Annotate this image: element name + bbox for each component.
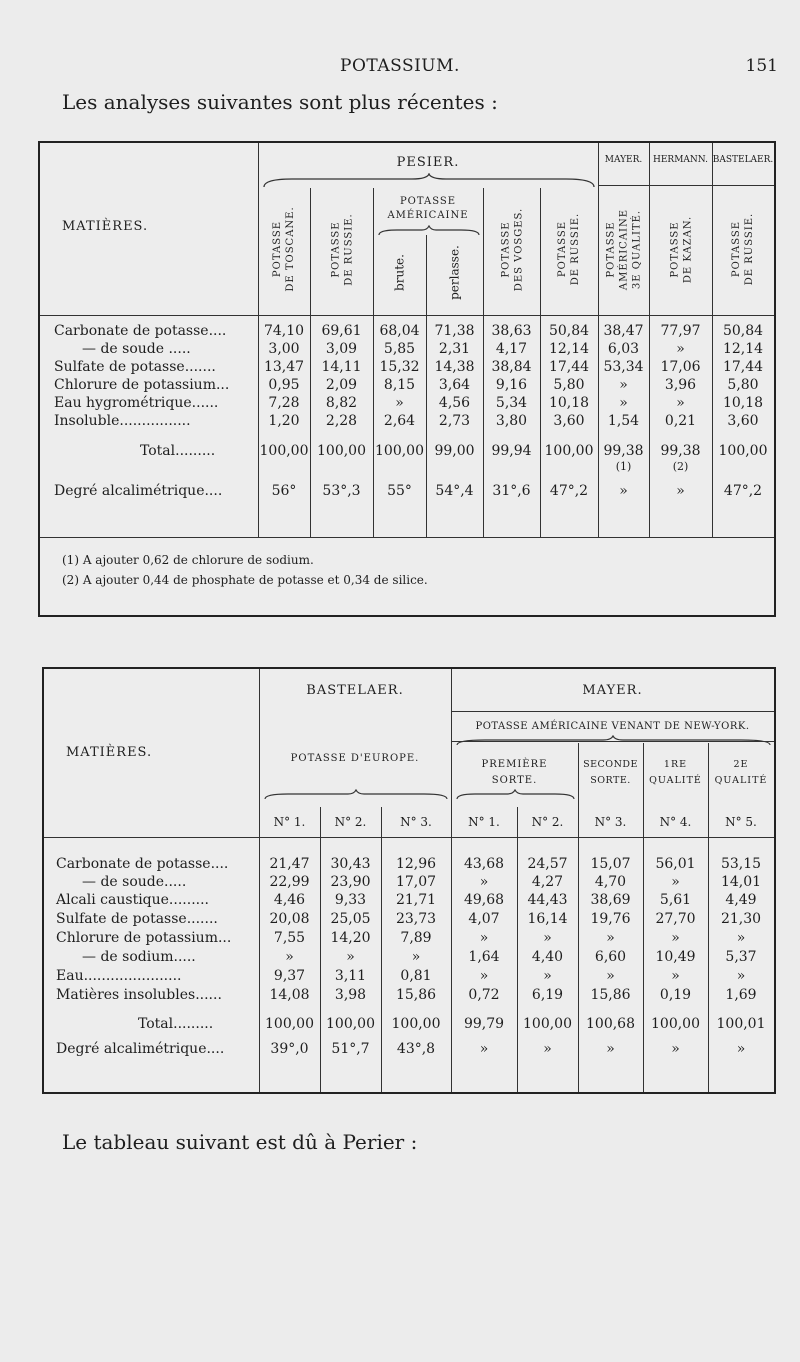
cell: 3,11 [334, 968, 367, 984]
cell: » [676, 483, 685, 499]
cell: 100,00 [326, 1016, 375, 1032]
column-header-7: POTASSE AMÉRICAINE 3E QUALITÉ. [605, 208, 642, 290]
cell: 0,72 [468, 987, 500, 1003]
row-label: Sulfate de potasse....... [56, 911, 218, 927]
cell: 6,19 [531, 987, 564, 1003]
cell: 5,37 [725, 949, 757, 965]
cell: 74,10 [263, 323, 305, 339]
cell: 5,85 [383, 341, 416, 357]
page-number: 151 [745, 56, 778, 76]
column-header-3: N° 3. [400, 815, 432, 829]
cell: 47°,2 [549, 483, 589, 499]
cell: 2,64 [383, 413, 416, 429]
cell: 21,71 [395, 892, 437, 908]
premiere-brace [455, 789, 576, 801]
cell: 9,16 [495, 377, 528, 393]
cell: 7,55 [273, 930, 306, 946]
cell: 10,49 [655, 949, 696, 965]
group-bastelaer: BASTELAER. [306, 683, 404, 698]
cell: 100,68 [586, 1016, 635, 1032]
subgroup-europe: POTASSE D'EUROPE. [290, 753, 420, 764]
cell: 15,86 [395, 987, 437, 1003]
cell: 69,61 [321, 323, 362, 339]
cell: 53°,3 [322, 483, 361, 499]
cell: 3,09 [325, 341, 358, 357]
cell: 100,00 [718, 443, 768, 459]
cell: 2,31 [438, 341, 471, 357]
cell: » [736, 968, 746, 984]
group-pesier: PESIER. [396, 155, 460, 170]
cell: » [671, 874, 680, 890]
outro-text: Le tableau suivant est dû à Perier : [62, 1130, 418, 1154]
column-header-7: N° 4. [659, 815, 692, 829]
cell: 31°,6 [492, 483, 531, 499]
column-header-4: perlasse. [447, 244, 461, 300]
column-header-9: POTASSE DE RUSSIE. [731, 212, 755, 286]
cell: 12,96 [395, 856, 437, 872]
cell: 3,96 [664, 377, 697, 393]
cell: 0,19 [659, 987, 692, 1003]
cell: 9,37 [273, 968, 306, 984]
cell: 24,57 [527, 856, 568, 872]
cell: 3,00 [268, 341, 300, 357]
cell: 4,46 [273, 892, 306, 908]
column-header-6: POTASSE DE RUSSIE. [557, 212, 581, 286]
cell: 53,34 [603, 359, 644, 375]
cell: 15,32 [379, 359, 420, 375]
cell: » [543, 930, 552, 946]
cell: 10,18 [722, 395, 764, 411]
americaine-brace [377, 225, 481, 237]
row-label: Carbonate de potasse.... [56, 856, 229, 872]
subgroup-1re-qualite: 1RE QUALITÉ [649, 759, 702, 786]
group-bastelaer: BASTELAER. [712, 155, 774, 165]
cell: » [543, 968, 552, 984]
cell: 43°,8 [396, 1041, 436, 1057]
cell: 44,43 [527, 892, 568, 908]
cell: » [671, 968, 680, 984]
footnote-1: (1) A ajouter 0,62 de chlorure de sodium. [62, 553, 314, 567]
cell: » [479, 968, 489, 984]
cell: 50,84 [548, 323, 590, 339]
cell: 100,00 [523, 1016, 572, 1032]
cell: 100,00 [317, 443, 366, 459]
cell: » [285, 949, 294, 965]
cell: 2,73 [438, 413, 471, 429]
cell: 3,60 [553, 413, 585, 429]
cell: » [671, 930, 680, 946]
cell: 38,47 [603, 323, 644, 339]
cell: » [479, 874, 489, 890]
cell: 20,08 [269, 911, 310, 927]
cell: » [736, 1041, 746, 1057]
cell: 19,76 [590, 911, 631, 927]
cell: 99,94 [491, 443, 532, 459]
cell: 23,90 [330, 874, 371, 890]
cell: » [479, 1041, 489, 1057]
cell: 14,11 [321, 359, 362, 375]
cell: » [606, 968, 615, 984]
cell: 15,07 [590, 856, 631, 872]
subgroup-new-york: POTASSE AMÉRICAINE VENANT DE NEW-YORK. [475, 721, 750, 732]
cell: » [606, 1041, 615, 1057]
row-label: Matières insolubles...... [56, 987, 222, 1003]
cell: » [619, 377, 628, 393]
cell: 17,44 [722, 359, 764, 375]
cell: 38,84 [491, 359, 532, 375]
cell: 99,38 [660, 443, 701, 459]
column-header-8: POTASSE DE KAZAN. [668, 215, 693, 283]
analysis-table-1 [38, 141, 776, 617]
cell: 14,01 [720, 874, 762, 890]
cell: 53,15 [720, 856, 762, 872]
cell: 50,84 [722, 323, 764, 339]
cell: 5,61 [659, 892, 692, 908]
cell: 5,80 [553, 377, 585, 393]
cell: 3,80 [495, 413, 528, 429]
group-hermann: HERMANN. [653, 155, 708, 165]
cell: 3,64 [438, 377, 471, 393]
column-header-3: brute. [392, 253, 406, 291]
cell: 100,00 [375, 443, 424, 459]
cell: » [676, 341, 685, 357]
row-label: Insoluble................ [54, 413, 191, 429]
cell: 39°,0 [270, 1041, 309, 1057]
row-label: Eau...................... [56, 968, 182, 984]
cell: 99,79 [463, 1016, 505, 1032]
cell: 49,68 [463, 892, 505, 908]
cell: 2,28 [325, 413, 358, 429]
cell: 1,64 [468, 949, 500, 965]
subgroup-seconde-sorte: SECONDE SORTE. [583, 759, 638, 786]
cell: 100,01 [716, 1016, 766, 1032]
cell: 71,38 [434, 323, 475, 339]
footnote-2: (2) A ajouter 0,44 de phosphate de potasse et 0,34 de silice. [62, 573, 428, 587]
cell: 100,00 [651, 1016, 700, 1032]
cell: 1,20 [268, 413, 300, 429]
row-label: Eau hygrométrique...... [54, 395, 219, 411]
analysis-table-2 [42, 667, 776, 1094]
column-header-1: POTASSE DE TOSCANE. [272, 206, 296, 292]
cell: 12,14 [722, 341, 764, 357]
cell: 15,86 [590, 987, 631, 1003]
cell: » [619, 483, 628, 499]
cell: » [479, 930, 489, 946]
cell: 77,97 [660, 323, 701, 339]
row-label: — de soude..... [82, 874, 187, 890]
cell: » [606, 930, 615, 946]
cell: 14,38 [434, 359, 475, 375]
cell: 21,30 [720, 911, 762, 927]
cell: 0,95 [268, 377, 300, 393]
cell: 17,06 [660, 359, 701, 375]
cell: 100,00 [391, 1016, 441, 1032]
cell: 6,60 [594, 949, 627, 965]
cell: 2,09 [325, 377, 358, 393]
cell: » [676, 395, 685, 411]
cell: » [395, 395, 404, 411]
cell: 51°,7 [331, 1041, 370, 1057]
row-label: Carbonate de potasse.... [54, 323, 227, 339]
running-header-title: POTASSIUM. [340, 56, 460, 76]
cell: 5,80 [727, 377, 759, 393]
column-header-5: N° 2. [531, 815, 564, 829]
row-label: Alcali caustique......... [56, 892, 209, 908]
cell: 0,21 [664, 413, 697, 429]
cell: 9,33 [334, 892, 367, 908]
cell: 17,44 [548, 359, 590, 375]
cell: 1,69 [725, 987, 757, 1003]
column-header-6: N° 3. [594, 815, 627, 829]
cell: » [736, 930, 746, 946]
cell: 54°,4 [435, 483, 474, 499]
cell: 56° [271, 483, 297, 499]
cell: 38,63 [491, 323, 532, 339]
cell: 8,82 [325, 395, 358, 411]
cell: 56,01 [655, 856, 696, 872]
cell: » [543, 1041, 552, 1057]
cell: 100,00 [544, 443, 594, 459]
column-header-2: N° 2. [334, 815, 367, 829]
cell: 5,34 [495, 395, 528, 411]
column-header-5: POTASSE DES VOSGES. [499, 207, 524, 291]
cell: 17,07 [395, 874, 437, 890]
column-header-8: N° 5. [725, 815, 757, 829]
row-label: Total......... [138, 1016, 214, 1032]
cell: 38,69 [590, 892, 631, 908]
cell: 0,81 [400, 968, 432, 984]
matieres-header: MATIÈRES. [62, 219, 149, 234]
cell: » [619, 395, 628, 411]
cell: 7,89 [400, 930, 432, 946]
matieres-header: MATIÈRES. [66, 745, 153, 760]
cell: 14,20 [330, 930, 371, 946]
column-header-2: POTASSE DE RUSSIE. [329, 212, 354, 286]
cell: 30,43 [330, 856, 371, 872]
cell: 55° [387, 483, 412, 499]
intro-text: Les analyses suivantes sont plus récentes : [62, 90, 498, 114]
cell: 16,14 [527, 911, 568, 927]
pesier-brace [262, 173, 596, 189]
row-label: Degré alcalimétrique.... [56, 1041, 225, 1057]
footnote-ref: (2) [672, 460, 689, 473]
cell: 22,99 [269, 874, 310, 890]
cell: 8,15 [383, 377, 416, 393]
cell: 4,40 [531, 949, 564, 965]
subgroup-americaine: POTASSE AMÉRICAINE [387, 196, 469, 221]
cell: » [411, 949, 421, 965]
cell: 12,14 [548, 341, 590, 357]
group-mayer: MAYER. [604, 155, 643, 165]
cell: » [671, 1041, 680, 1057]
cell: 4,17 [495, 341, 528, 357]
cell: 25,05 [330, 911, 371, 927]
mayer-brace [455, 735, 772, 747]
row-label: Total......... [140, 443, 216, 459]
cell: 6,03 [607, 341, 640, 357]
cell: 10,18 [548, 395, 590, 411]
row-label: Chlorure de potassium... [56, 930, 232, 946]
cell: 21,47 [269, 856, 310, 872]
row-label: — de sodium..... [82, 949, 196, 965]
europe-brace [263, 789, 449, 801]
cell: 4,07 [468, 911, 500, 927]
row-label: Sulfate de potasse....... [54, 359, 216, 375]
subgroup-2e-qualite: 2E QUALITÉ [714, 759, 768, 786]
cell: 3,60 [727, 413, 759, 429]
cell: 68,04 [379, 323, 420, 339]
cell: 4,70 [594, 874, 627, 890]
cell: 99,00 [434, 443, 475, 459]
cell: » [346, 949, 355, 965]
column-header-1: N° 1. [273, 815, 306, 829]
cell: 7,28 [268, 395, 300, 411]
cell: 47°,2 [723, 483, 763, 499]
row-label: — de soude ..... [82, 341, 191, 357]
subgroup-premiere-sorte: PREMIÈRE SORTE. [481, 759, 548, 786]
cell: 3,98 [334, 987, 367, 1003]
column-header-4: N° 1. [468, 815, 500, 829]
cell: 1,54 [607, 413, 640, 429]
footnote-ref: (1) [615, 460, 632, 473]
cell: 99,38 [603, 443, 644, 459]
cell: 100,00 [265, 1016, 314, 1032]
cell: 14,08 [269, 987, 310, 1003]
cell: 43,68 [463, 856, 505, 872]
cell: 27,70 [655, 911, 696, 927]
cell: 13,47 [263, 359, 305, 375]
row-label: Chlorure de potassium... [54, 377, 230, 393]
cell: 100,00 [259, 443, 309, 459]
row-label: Degré alcalimétrique.... [54, 483, 223, 499]
cell: 4,49 [725, 892, 757, 908]
cell: 4,56 [438, 395, 471, 411]
group-mayer: MAYER. [582, 683, 643, 698]
cell: 4,27 [531, 874, 564, 890]
cell: 23,73 [395, 911, 437, 927]
